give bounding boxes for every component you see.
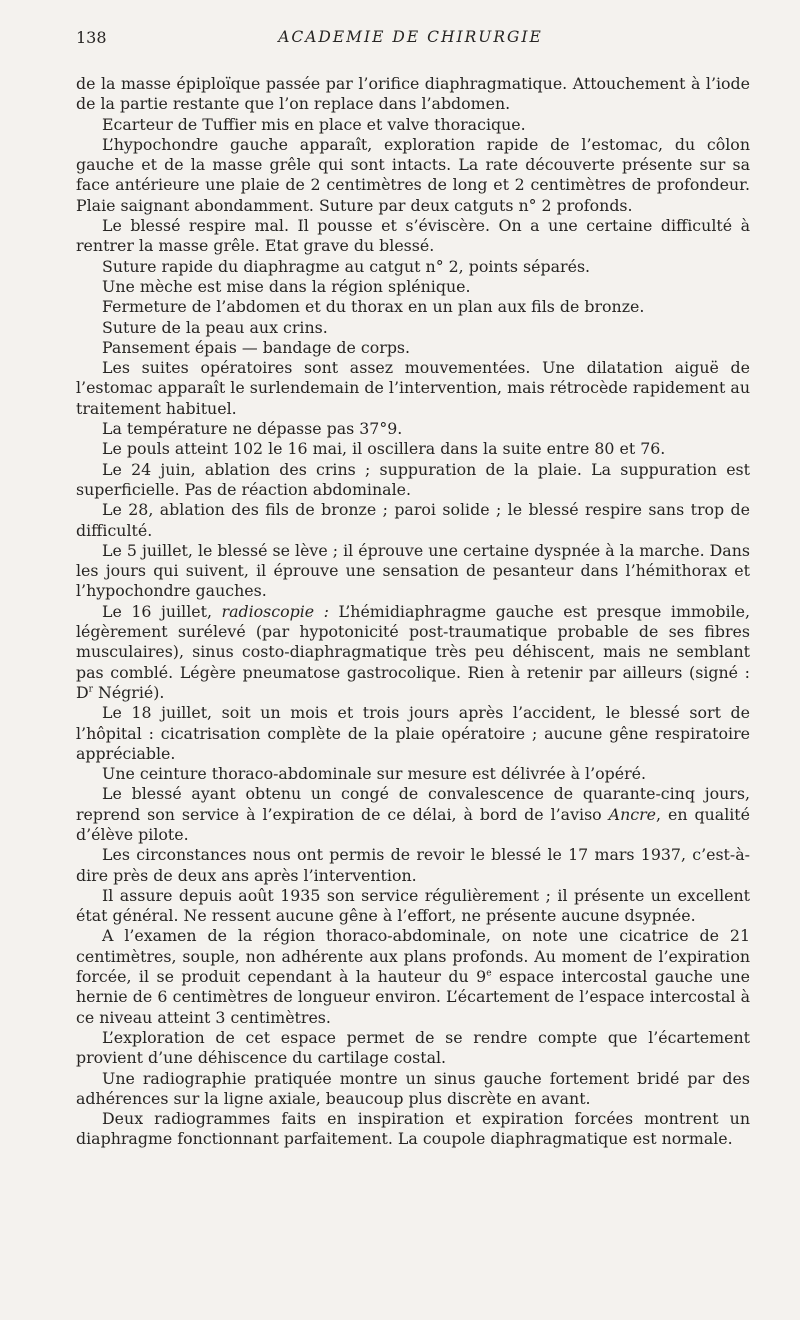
- paragraph: Le 18 juillet, soit un mois et trois jours après l’accident, le blessé sort de l’hôpital : cicatrisation complète de la plaie opératoire ; aucune gêne respiratoire appréciable.: [76, 703, 750, 763]
- paragraph: Le pouls atteint 102 le 16 mai, il oscillera dans la suite entre 80 et 76.: [102, 439, 666, 459]
- body-text: [76, 74, 750, 1150]
- running-title: ACADEMIE DE CHIRURGIE: [278, 28, 543, 46]
- paragraph: Une mèche est mise dans la région splénique.: [102, 276, 471, 296]
- paragraph: Suture rapide du diaphragme au catgut n° 2, points séparés.: [102, 256, 591, 276]
- paragraph: Une ceinture thoraco-abdominale sur mesure est délivrée à l’opéré.: [102, 764, 646, 784]
- paragraph: de la masse épiploïque passée par l’orifice diaphragmatique. Attouchement à l’iode de la partie restante que l’on replace dans l’abdomen.: [76, 74, 750, 114]
- paragraph: Pansement épais — bandage de corps.: [102, 337, 411, 357]
- paragraph: Ecarteur de Tuffier mis en place et valve thoracique.: [102, 114, 526, 134]
- italic-text: radioscopie :: [221, 601, 329, 621]
- text-run: espace intercostal gauche une hernie de 6 centimètres de longueur environ. L’écartement de l’espace intercostal à ce niveau atteint 3 centimètres.: [76, 967, 750, 1027]
- paragraph: Une radiographie pratiquée montre un sinus gauche fortement bridé par des adhérences sur la ligne axiale, beaucoup plus discrète en avant.: [76, 1068, 750, 1108]
- paragraph: [76, 926, 750, 1027]
- paragraph: [76, 602, 750, 703]
- superscript: e: [486, 968, 492, 979]
- superscript: r: [88, 684, 93, 695]
- page-number: 138: [76, 28, 107, 47]
- text-run: , en qualité d’élève pilote.: [76, 804, 751, 844]
- paragraph: L’exploration de cet espace permet de se rendre compte que l’écartement provient d’une déhiscence du cartilage costal.: [76, 1027, 750, 1068]
- paragraph: Le blessé respire mal. Il pousse et s’éviscère. On a une certaine difficulté à rentrer la masse grêle. Etat grave du blessé.: [76, 216, 750, 256]
- paragraph: [76, 784, 750, 845]
- text-run: L’hémidiaphragme gauche est presque immobile, légèrement surélevé (par hypotonicité post-traumatique probable de ses fibres musculaires), sinus costo-diaphragmatique très peu déhiscent, mais ne semblant pas comblé. Légère pneumatose gastrocolique. Rien à retenir par ailleurs (signé : D: [76, 601, 750, 702]
- italic-text: Ancre: [608, 804, 657, 824]
- text-run: Le blessé ayant obtenu un congé de convalescence de quarante-cinq jours, reprend son service à l’expiration de ce délai, à bord de l’aviso: [76, 784, 750, 824]
- text-run: Le 16 juillet,: [102, 601, 222, 621]
- paragraph: Suture de la peau aux crins.: [102, 317, 328, 337]
- text-run: Négrié).: [92, 682, 165, 702]
- paragraph: Le 24 juin, ablation des crins ; suppuration de la plaie. La suppuration est superficielle. Pas de réaction abdominale.: [76, 459, 750, 499]
- page-header: [76, 28, 745, 52]
- paragraph: Fermeture de l’abdomen et du thorax en un plan aux fils de bronze.: [102, 297, 645, 317]
- paragraph: La température ne dépasse pas 37°9.: [102, 419, 403, 439]
- paragraph: Les suites opératoires sont assez mouvementées. Une dilatation aiguë de l’estomac apparaît le surlendemain de l’intervention, mais rétrocède rapidement au traitement habituel.: [76, 358, 750, 418]
- paragraph: Les circonstances nous ont permis de revoir le blessé le 17 mars 1937, c’est-à-dire près de deux ans après l’intervention.: [76, 845, 750, 885]
- text-run: A l’examen de la région thoraco-abdominale, on note une cicatrice de 21 centimètres, souple, non adhérente aux plans profonds. Au moment de l’expiration forcée, il se produit cependant à la hauteur du 9: [76, 926, 750, 987]
- paragraph: Deux radiogrammes faits en inspiration et expiration forcées montrent un diaphragme fonctionnant parfaitement. La coupole diaphragmatique est normale.: [76, 1109, 750, 1149]
- paragraph: Le 28, ablation des fils de bronze ; paroi solide ; le blessé respire sans trop de difficulté.: [76, 500, 750, 540]
- paragraph: Le 5 juillet, le blessé se lève ; il éprouve une certaine dyspnée à la marche. Dans les jours qui suivent, il éprouve une sensation de pesanteur dans l’hémithorax et l’hypochondre gauches.: [76, 540, 750, 601]
- paragraph: Il assure depuis août 1935 son service régulièrement ; il présente un excellent état général. Ne ressent aucune gêne à l’effort, ne présente aucune dsypnée.: [76, 885, 750, 926]
- paragraph: L’hypochondre gauche apparaît, exploration rapide de l’estomac, du côlon gauche et de la masse grêle qui sont intacts. La rate découverte présente sur sa face antérieure une plaie de 2 centimètres de long et 2 centimètres de profondeur. Plaie saignant abondamment. Suture par deux catguts n° 2 profonds.: [76, 134, 750, 215]
